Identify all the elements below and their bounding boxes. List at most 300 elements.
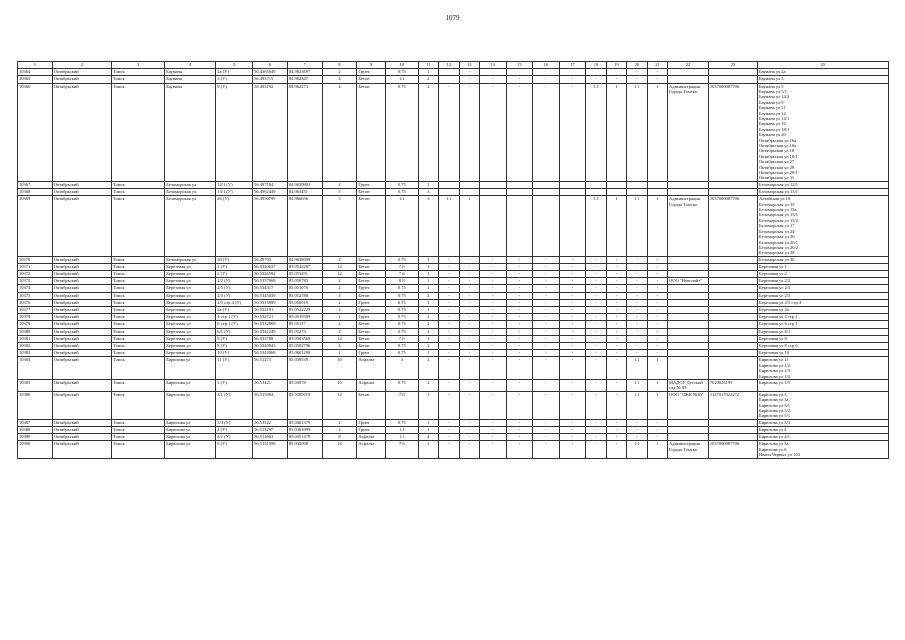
table-cell: 1 (У): [216, 263, 253, 270]
table-cell: -: [559, 350, 586, 357]
table-cell: [668, 181, 709, 188]
table-cell: -: [559, 441, 586, 458]
table-cell: -: [627, 321, 647, 328]
table-cell: 5: [322, 196, 357, 256]
table-cell: 84.966656: [287, 196, 322, 256]
table-cell: Октябрьский: [52, 285, 111, 292]
table-cell: -: [506, 441, 533, 458]
table-cell: [668, 419, 709, 426]
table-cell: 1.1: [627, 391, 647, 419]
table-cell: -: [506, 285, 533, 292]
table-cell: -: [559, 379, 586, 391]
table-row: [18, 391, 889, 419]
table-cell: [439, 69, 459, 76]
table-cell: 0.75: [385, 328, 418, 335]
table-cell: Беломорская ул: [165, 181, 216, 188]
table-cell: [708, 69, 757, 76]
table-row: [18, 76, 889, 83]
column-number: 11: [418, 62, 438, 69]
table-cell: -: [559, 335, 586, 342]
table-cell: -: [627, 434, 647, 441]
table-cell: -: [479, 83, 506, 181]
table-cell: [506, 181, 533, 188]
table-cell: -: [439, 271, 459, 278]
table-cell: Березовая ул 4 стр 1: [757, 314, 888, 321]
table-cell: -: [439, 441, 459, 458]
table-cell: Томск: [112, 391, 165, 419]
table-cell: 0.75: [385, 307, 418, 314]
table-cell: -: [439, 307, 459, 314]
table-cell: 10387: [18, 419, 53, 426]
table-cell: 85.050783: [287, 278, 322, 285]
table-cell: [668, 76, 709, 83]
table-cell: Томск: [112, 299, 165, 306]
table-cell: 1: [647, 196, 667, 256]
table-cell: 1: [418, 441, 438, 458]
table-cell: 1.1: [627, 83, 647, 181]
table-cell: 10366: [18, 83, 53, 181]
table-row: [18, 350, 889, 357]
table-cell: -: [606, 76, 626, 83]
table-row: [18, 328, 889, 335]
table-cell: 10371: [18, 263, 53, 270]
table-cell: Октябрьский: [52, 256, 111, 263]
column-number: 6: [253, 62, 288, 69]
table-cell: -: [506, 427, 533, 434]
table-cell: -: [606, 434, 626, 441]
table-cell: -: [627, 307, 647, 314]
table-cell: Березовая ул 8: [757, 335, 888, 342]
table-cell: 7.6: [385, 335, 418, 342]
table-cell: -: [647, 434, 667, 441]
column-number: 10: [385, 62, 418, 69]
table-cell: -: [647, 256, 667, 263]
table-cell: 1037000087706: [708, 196, 757, 256]
table-cell: -: [586, 271, 606, 278]
table-row: [18, 434, 889, 441]
table-cell: -: [479, 271, 506, 278]
table-cell: Бетон: [357, 391, 386, 419]
table-cell: 13/1 (У): [216, 189, 253, 196]
table-cell: Октябрьский: [52, 441, 111, 458]
table-cell: Администрация Города Томска: [668, 83, 709, 181]
table-cell: Беломорская ул: [165, 256, 216, 263]
table-cell: -: [559, 278, 586, 285]
table-cell: 84.963451: [287, 189, 322, 196]
table-cell: -: [506, 419, 533, 426]
column-number: 3: [112, 62, 165, 69]
table-cell: Томск: [112, 83, 165, 181]
table-cell: [533, 69, 560, 76]
table-cell: Томск: [112, 76, 165, 83]
table-cell: 1: [647, 441, 667, 458]
table-cell: Грунт: [357, 314, 386, 321]
table-cell: Баумана: [165, 83, 216, 181]
table-cell: -: [439, 278, 459, 285]
table-cell: 12: [322, 271, 357, 278]
table-cell: [708, 285, 757, 292]
table-cell: Грунт: [357, 181, 386, 188]
table-cell: 10: [322, 379, 357, 391]
table-cell: 5: [322, 189, 357, 196]
table-cell: Томск: [112, 285, 165, 292]
table-cell: -: [439, 328, 459, 335]
header-row: [18, 62, 889, 69]
table-cell: Березовая ул: [165, 314, 216, 321]
table-cell: -: [586, 441, 606, 458]
table-cell: -: [559, 419, 586, 426]
table-cell: Березовая ул: [165, 299, 216, 306]
table-cell: -: [439, 357, 459, 380]
table-cell: Беломорская ул 30: [757, 256, 888, 263]
table-cell: [559, 196, 586, 256]
table-cell: 6/1 (У): [216, 328, 253, 335]
table-cell: 1.1: [627, 379, 647, 391]
table-cell: Бирюзова ул: [165, 379, 216, 391]
table-cell: Бирюзова ул: [165, 441, 216, 458]
table-cell: [708, 350, 757, 357]
table-cell: -: [533, 350, 560, 357]
table-cell: -: [533, 76, 560, 83]
table-cell: -: [439, 299, 459, 306]
table-cell: Октябрьский: [52, 391, 111, 419]
table-cell: 4: [322, 83, 357, 181]
table-cell: 1: [418, 314, 438, 321]
table-cell: -: [479, 321, 506, 328]
table-cell: 1: [418, 299, 438, 306]
table-cell: -: [506, 328, 533, 335]
table-cell: [606, 189, 626, 196]
table-cell: [668, 314, 709, 321]
table-row: [18, 427, 889, 434]
table-cell: -: [627, 76, 647, 83]
table-cell: -: [606, 314, 626, 321]
table-cell: Баумана: [165, 69, 216, 76]
column-number: 25: [757, 62, 888, 69]
table-cell: -: [606, 441, 626, 458]
table-cell: 2а (У): [216, 307, 253, 314]
table-cell: Березовая ул: [165, 263, 216, 270]
table-cell: -: [439, 427, 459, 434]
table-cell: [559, 189, 586, 196]
table-cell: 1.1: [627, 196, 647, 256]
table-cell: -: [559, 76, 586, 83]
table-cell: -: [627, 69, 647, 76]
table-cell: -: [627, 314, 647, 321]
table-cell: Октябрьский: [52, 307, 111, 314]
table-cell: Грунт: [357, 419, 386, 426]
table-cell: 2: [418, 379, 438, 391]
table-cell: 1.1: [627, 357, 647, 380]
table-cell: 10364: [18, 69, 53, 76]
table-cell: -: [533, 379, 560, 391]
column-number: 17: [559, 62, 586, 69]
table-cell: [708, 328, 757, 335]
table-cell: 10376: [18, 299, 53, 306]
table-cell: [668, 271, 709, 278]
table-cell: 4: [322, 321, 357, 328]
table-cell: Томск: [112, 419, 165, 426]
table-cell: 7020026199: [708, 379, 757, 391]
table-cell: Березовая ул 2а: [757, 307, 888, 314]
table-cell: Березовая ул: [165, 271, 216, 278]
table-cell: Березовая ул 8 стр 6: [757, 342, 888, 349]
table-cell: 7.6: [385, 271, 418, 278]
table-cell: -: [506, 278, 533, 285]
table-cell: [586, 189, 606, 196]
table-cell: 85.052788: [287, 292, 322, 299]
table-cell: 85.039539: [287, 357, 322, 380]
table-cell: Бирюзова ул: [165, 434, 216, 441]
table-cell: -: [439, 379, 459, 391]
table-cell: [439, 76, 459, 83]
table-cell: Березовая ул 1: [757, 263, 888, 270]
table-cell: Октябрьский: [52, 350, 111, 357]
table-cell: -: [586, 427, 606, 434]
table-cell: 56.533788: [253, 335, 288, 342]
table-cell: 84.962273: [287, 83, 322, 181]
table-cell: [506, 69, 533, 76]
table-cell: 56.534317: [253, 285, 288, 292]
table-cell: Октябрьский: [52, 263, 111, 270]
table-row: [18, 342, 889, 349]
column-number: 2: [52, 62, 111, 69]
table-cell: -: [533, 335, 560, 342]
table-cell: Асфальт: [357, 357, 386, 380]
table-cell: 2: [418, 342, 438, 349]
table-row: [18, 271, 889, 278]
table-cell: -: [459, 314, 479, 321]
table-cell: 2/5 стр 4 (У): [216, 299, 253, 306]
table-cell: -: [459, 328, 479, 335]
table-cell: -: [627, 342, 647, 349]
table-cell: -: [506, 335, 533, 342]
table-cell: Томск: [112, 441, 165, 458]
table-cell: -: [533, 342, 560, 349]
table-cell: 10382: [18, 342, 53, 349]
table-cell: ООО "ЛЖК №30": [668, 391, 709, 419]
table-cell: [708, 76, 757, 83]
table-cell: -: [533, 271, 560, 278]
table-cell: -: [459, 83, 479, 181]
table-cell: [708, 292, 757, 299]
table-cell: -: [459, 335, 479, 342]
table-row: [18, 441, 889, 458]
column-number: 13: [459, 62, 479, 69]
table-cell: Грунт: [357, 69, 386, 76]
table-cell: Томск: [112, 69, 165, 76]
table-cell: 0.75: [385, 69, 418, 76]
table-cell: -: [586, 278, 606, 285]
table-cell: [668, 357, 709, 380]
table-cell: -: [606, 391, 626, 419]
table-row: [18, 285, 889, 292]
table-cell: -: [506, 379, 533, 391]
table-cell: Томск: [112, 189, 165, 196]
table-cell: [668, 285, 709, 292]
table-cell: [668, 335, 709, 342]
table-cell: [668, 350, 709, 357]
column-number: 23: [708, 62, 757, 69]
table-cell: [627, 181, 647, 188]
table-cell: -: [459, 342, 479, 349]
table-cell: -: [586, 285, 606, 292]
table-cell: -: [459, 391, 479, 419]
table-cell: 4: [322, 328, 357, 335]
table-cell: -: [506, 76, 533, 83]
table-cell: 1: [418, 307, 438, 314]
table-cell: [708, 357, 757, 380]
table-cell: 10375: [18, 292, 53, 299]
table-cell: Томск: [112, 263, 165, 270]
table-cell: -: [606, 350, 626, 357]
table-cell: -: [647, 278, 667, 285]
table-cell: -: [559, 292, 586, 299]
table-cell: 84.9639901: [287, 181, 322, 188]
table-cell: Томск: [112, 379, 165, 391]
column-number: 1: [18, 62, 53, 69]
table-cell: -: [647, 427, 667, 434]
table-cell: -: [459, 350, 479, 357]
table-cell: Томск: [112, 314, 165, 321]
table-cell: 56.5332869: [253, 321, 288, 328]
table-cell: 56.5342069: [253, 350, 288, 357]
table-cell: 2/2 (У): [216, 278, 253, 285]
table-cell: [668, 342, 709, 349]
table-cell: 2: [418, 357, 438, 380]
table-cell: 0.75: [385, 181, 418, 188]
table-cell: [668, 263, 709, 270]
table-cell: -: [506, 350, 533, 357]
table-cell: -: [479, 342, 506, 349]
table-row: [18, 278, 889, 285]
table-cell: Октябрьский: [52, 83, 111, 181]
table-cell: 85.035008: [287, 441, 322, 458]
table-cell: 1.1: [385, 196, 418, 256]
table-cell: 10: [322, 357, 357, 380]
table-cell: -: [439, 321, 459, 328]
table-cell: -: [559, 391, 586, 419]
table-cell: Бирюзова ул: [165, 419, 216, 426]
table-cell: -: [627, 271, 647, 278]
table-row: [18, 181, 889, 188]
table-cell: 1: [418, 278, 438, 285]
table-cell: Октябрьский: [52, 357, 111, 380]
table-cell: -: [479, 434, 506, 441]
table-cell: 85.05273: [287, 328, 322, 335]
table-cell: -: [586, 76, 606, 83]
table-cell: -: [459, 379, 479, 391]
table-cell: 0.8: [385, 278, 418, 285]
table-cell: Томск: [112, 321, 165, 328]
table-cell: -: [606, 328, 626, 335]
table-cell: 12: [322, 391, 357, 419]
table-cell: -: [533, 278, 560, 285]
table-cell: Октябрьский: [52, 189, 111, 196]
table-cell: -: [647, 335, 667, 342]
table-cell: [708, 419, 757, 426]
table-cell: -: [647, 307, 667, 314]
table-cell: 1: [418, 350, 438, 357]
table-row: [18, 335, 889, 342]
table-cell: [668, 321, 709, 328]
table-cell: -: [479, 441, 506, 458]
table-cell: [459, 189, 479, 196]
table-cell: 10384: [18, 357, 53, 380]
table-cell: -: [479, 391, 506, 419]
table-cell: 56.5341249: [253, 328, 288, 335]
table-cell: -: [606, 292, 626, 299]
table-cell: 1.1: [439, 196, 459, 256]
table-cell: 85.0601299: [287, 350, 322, 357]
table-cell: [708, 271, 757, 278]
table-cell: -: [606, 321, 626, 328]
table-cell: -: [459, 76, 479, 83]
table-cell: 0.75: [385, 292, 418, 299]
table-cell: 12: [322, 335, 357, 342]
table-row: [18, 256, 889, 263]
table-cell: 1: [418, 427, 438, 434]
table-cell: -: [479, 299, 506, 306]
table-cell: -: [559, 434, 586, 441]
table-cell: -: [559, 342, 586, 349]
table-cell: 2: [322, 427, 357, 434]
table-cell: 1: [647, 379, 667, 391]
table-cell: 1 (У): [216, 379, 253, 391]
table-cell: 10373: [18, 278, 53, 285]
table-cell: -: [586, 307, 606, 314]
table-cell: -: [627, 419, 647, 426]
table-cell: 2а (У): [216, 69, 253, 76]
table-cell: Администрация Города Томска: [668, 441, 709, 458]
table-cell: [533, 196, 560, 256]
table-cell: -: [586, 292, 606, 299]
table-cell: Бетон: [357, 196, 386, 256]
table-cell: Березовая ул: [165, 328, 216, 335]
table-cell: 2: [322, 314, 357, 321]
table-cell: -: [586, 314, 606, 321]
table-cell: [586, 181, 606, 188]
table-cell: 84.9823697: [287, 69, 322, 76]
table-cell: -: [479, 314, 506, 321]
table-cell: 3: [418, 196, 438, 256]
table-cell: -: [627, 292, 647, 299]
table-cell: 1: [418, 335, 438, 342]
table-cell: Октябрьский: [52, 427, 111, 434]
table-cell: [708, 263, 757, 270]
table-cell: Бирюзова ул 4: [757, 427, 888, 434]
table-cell: [708, 314, 757, 321]
table-cell: 56.513297: [253, 427, 288, 434]
column-number: 12: [439, 62, 459, 69]
table-cell: -: [459, 263, 479, 270]
table-cell: -: [459, 292, 479, 299]
table-row: [18, 263, 889, 270]
table-cell: -: [586, 328, 606, 335]
table-cell: Бирюзова ул: [165, 357, 216, 380]
table-cell: Октябрьский: [52, 292, 111, 299]
table-cell: 0.75: [385, 285, 418, 292]
table-cell: [668, 427, 709, 434]
table-cell: 4: [418, 434, 438, 441]
table-cell: 1: [647, 357, 667, 380]
column-number: 4: [165, 62, 216, 69]
table-cell: 1: [606, 83, 626, 181]
table-cell: 1.1: [627, 441, 647, 458]
table-cell: Бирюзова ул 11 Бирюзова ул 1/2 Бирюзова ул 1/3 Бирюзова ул 1/4: [757, 357, 888, 380]
table-cell: 56.51273: [253, 357, 288, 380]
table-cell: Октябрьский: [52, 181, 111, 188]
